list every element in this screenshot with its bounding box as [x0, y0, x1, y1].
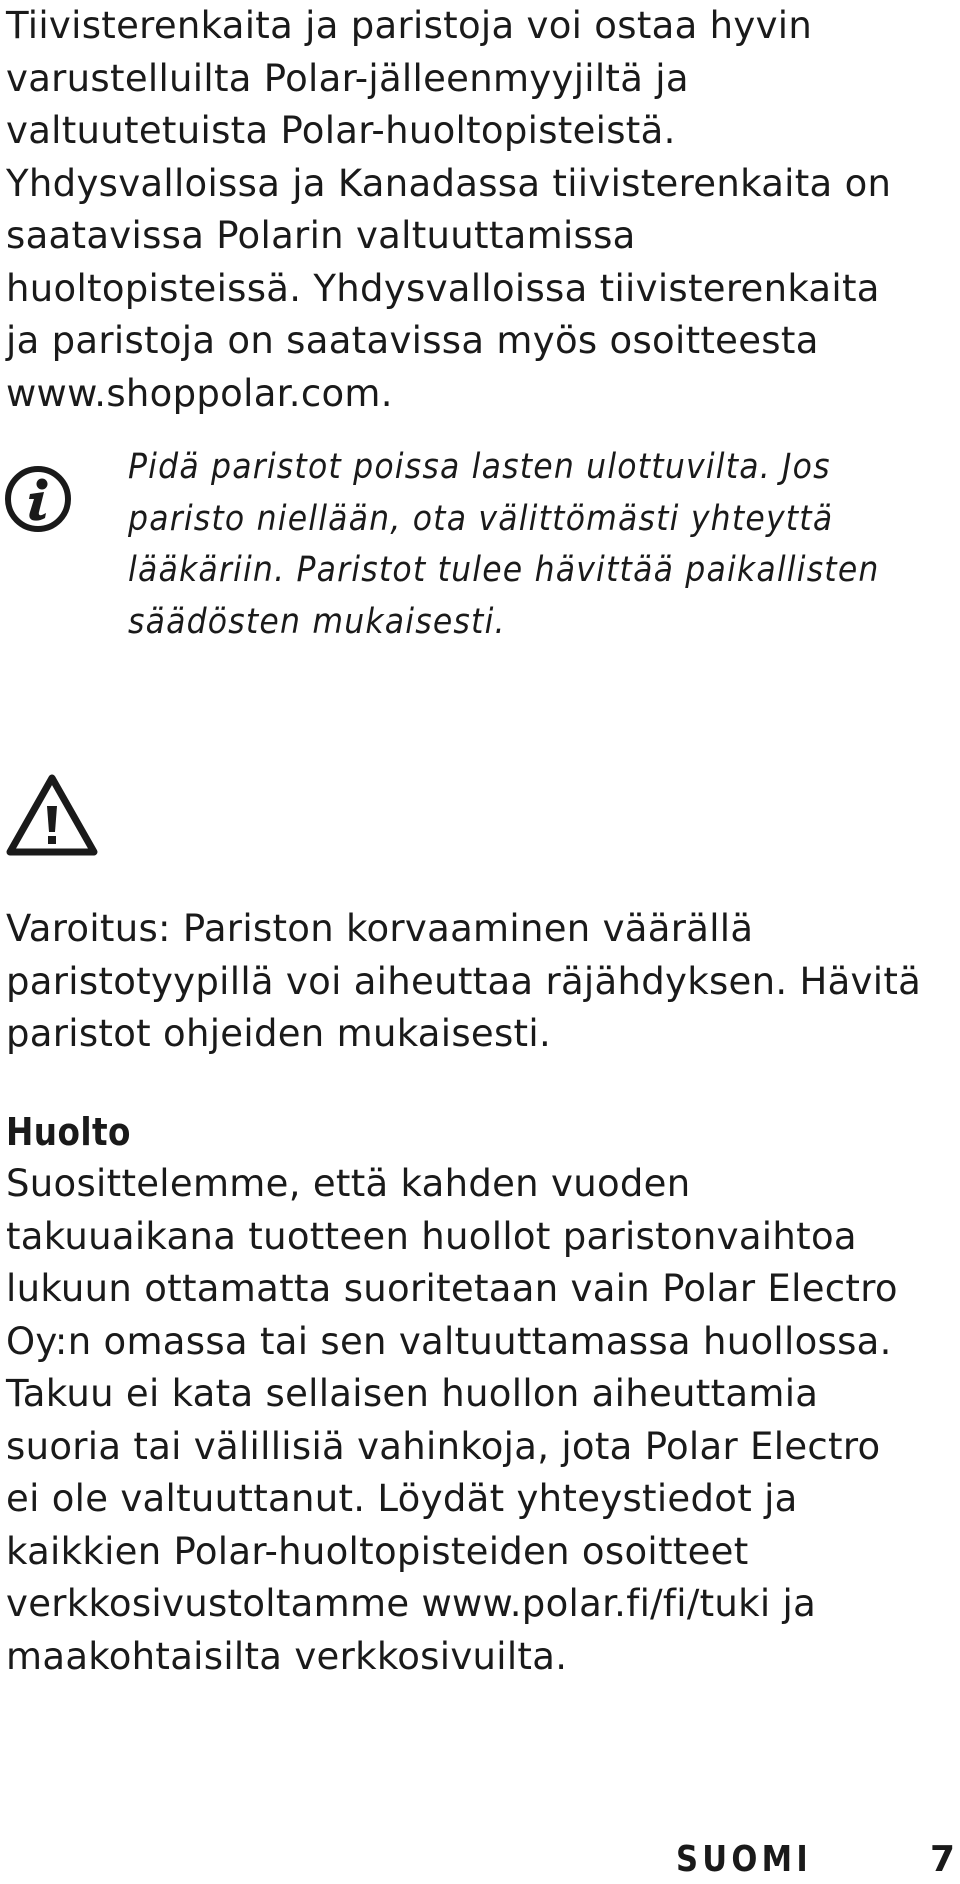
note-line: säädösten mukaisesti.	[128, 601, 506, 642]
service-heading: Huolto	[6, 1110, 131, 1154]
info-icon	[4, 465, 72, 533]
warning-icon	[4, 772, 100, 858]
service-line: takuuaikana tuotteen huollot paristonvaihtoa	[6, 1214, 857, 1258]
text-line: saatavissa Polarin valtuuttamissa	[6, 214, 636, 257]
text-line: valtuutetuista Polar-huoltopisteistä.	[6, 109, 676, 152]
intro-paragraph	[6, 0, 956, 420]
service-line: Suosittelemme, että kahden vuoden	[6, 1162, 691, 1205]
service-line: maakohtaisilta verkkosivuilta.	[6, 1634, 568, 1678]
text-line: huoltopisteissä. Yhdysvalloissa tiivisterenkaita	[6, 266, 880, 310]
service-line: kaikkien Polar-huoltopisteiden osoitteet	[6, 1529, 749, 1573]
text-line: Yhdysvalloissa ja Kanadassa tiivisterenkaita on	[6, 161, 892, 205]
service-paragraph	[6, 1158, 956, 1683]
warning-paragraph	[6, 903, 956, 1061]
warning-line: paristotyypillä voi aiheuttaa räjähdyksen. Hävitä	[6, 959, 922, 1003]
service-line: ei ole valtuuttanut. Löydät yhteystiedot ja	[6, 1477, 798, 1520]
warning-line: Varoitus: Pariston korvaaminen väärällä	[6, 907, 754, 950]
note-line: paristo niellään, ota välittömästi yhteyttä	[128, 498, 834, 539]
battery-safety-note	[128, 442, 948, 648]
service-line: Oy:n omassa tai sen valtuuttamassa huollossa.	[6, 1319, 892, 1363]
warning-line: paristot ohjeiden mukaisesti.	[6, 1012, 552, 1055]
text-line: varustelluilta Polar-jälleenmyyjiltä ja	[6, 56, 689, 100]
page-number: 7	[930, 1839, 956, 1880]
text-line: ja paristoja on saatavissa myös osoitteesta	[6, 319, 819, 362]
footer-language-label: SUOMI	[676, 1839, 812, 1880]
note-line: Pidä paristot poissa lasten ulottuvilta. Jos	[128, 447, 831, 487]
service-line: Takuu ei kata sellaisen huollon aiheuttamia	[6, 1372, 819, 1415]
text-line: www.shoppolar.com.	[6, 371, 393, 415]
service-line: verkkosivustoltamme www.polar.fi/fi/tuki ja	[6, 1582, 817, 1625]
service-line: lukuun ottamatta suoritetaan vain Polar Electro	[6, 1267, 898, 1310]
text-line: Tiivisterenkaita ja paristoja voi ostaa hyvin	[6, 4, 813, 47]
service-line: suoria tai välillisiä vahinkoja, jota Polar Electro	[6, 1424, 881, 1468]
note-line: lääkäriin. Paristot tulee hävittää paikallisten	[128, 550, 880, 590]
